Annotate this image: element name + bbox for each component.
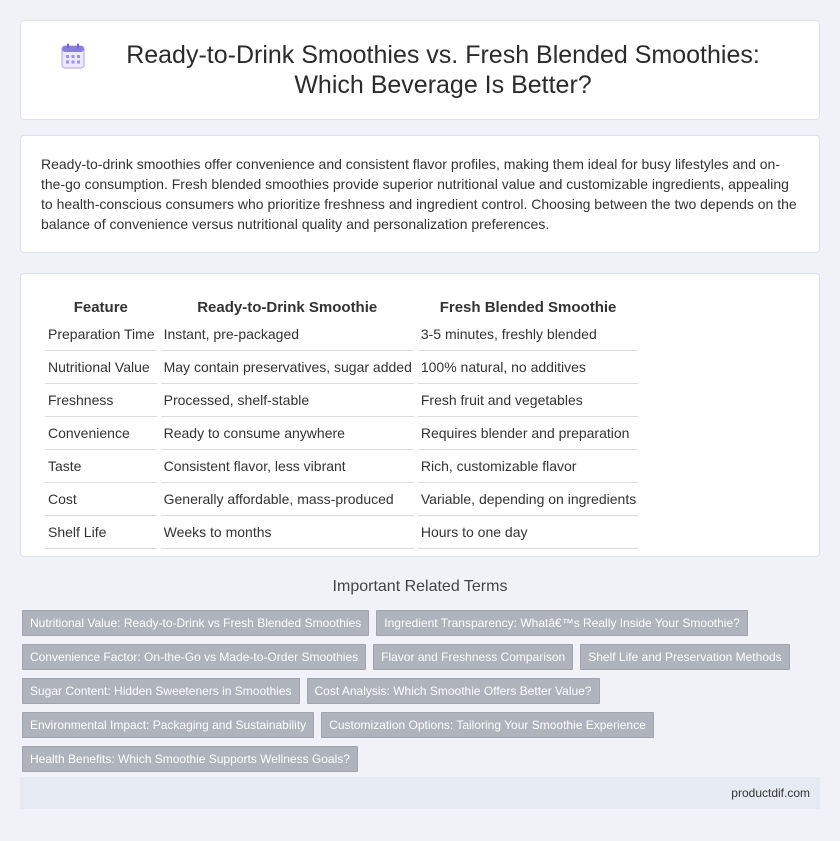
table-cell: Rich, customizable flavor xyxy=(418,452,638,483)
related-term-tag[interactable]: Sugar Content: Hidden Sweeteners in Smoothies xyxy=(22,678,300,704)
table-cell: Ready to consume anywhere xyxy=(161,419,414,450)
page-title: Ready-to-Drink Smoothies vs. Fresh Blended Smoothies: Which Beverage Is Better? xyxy=(126,41,760,99)
intro-card xyxy=(20,135,820,253)
table-cell: Cost xyxy=(45,485,157,516)
related-term-tag[interactable]: Customization Options: Tailoring Your Smoothie Experience xyxy=(321,712,654,738)
related-term-tag[interactable]: Nutritional Value: Ready-to-Drink vs Fresh Blended Smoothies xyxy=(22,610,369,636)
related-term-tag[interactable]: Ingredient Transparency: Whatâ€™s Really Inside Your Smoothie? xyxy=(376,610,748,636)
comparison-table xyxy=(41,294,642,551)
table-row xyxy=(45,320,638,351)
column-header-feature: Feature xyxy=(73,299,128,316)
related-term-tag[interactable]: Cost Analysis: Which Smoothie Offers Better Value? xyxy=(307,678,600,704)
related-term-tag[interactable]: Convenience Factor: On-the-Go vs Made-to-Order Smoothies xyxy=(22,644,366,670)
table-cell: Instant, pre-packaged xyxy=(161,320,414,351)
table-header-row xyxy=(45,296,638,318)
column-header-ready-to-drink: Ready-to-Drink Smoothie xyxy=(197,299,378,316)
table-cell: May contain preservatives, sugar added xyxy=(161,353,414,384)
footer xyxy=(20,777,820,809)
table-cell: Weeks to months xyxy=(161,518,414,549)
related-term-tag[interactable]: Health Benefits: Which Smoothie Supports Wellness Goals? xyxy=(22,746,358,772)
table-row xyxy=(45,518,638,549)
related-term-tag[interactable]: Shelf Life and Preservation Methods xyxy=(580,644,789,670)
footer-site-link[interactable]: productdif.com xyxy=(731,786,810,800)
table-cell: Hours to one day xyxy=(418,518,638,549)
table-cell: Fresh fruit and vegetables xyxy=(418,386,638,417)
table-cell: Convenience xyxy=(45,419,157,450)
calendar-icon xyxy=(61,43,85,69)
table-row xyxy=(45,485,638,516)
intro-paragraph: Ready-to-drink smoothies offer convenience and consistent flavor profiles, making them ideal for busy lifestyles and on-the-go consumption. Fresh blended smoothies provide superior nutritional value and customizable ingredients, appealing to health-conscious consumers who prioritize freshness and ingredient control. Choosing between the two depends on the balance of convenience versus nutritional quality and personalization preferences. xyxy=(41,156,797,232)
comparison-card xyxy=(20,273,820,557)
table-cell: Variable, depending on ingredients xyxy=(418,485,638,516)
related-terms-tags xyxy=(22,610,818,772)
related-terms-heading: Important Related Terms xyxy=(332,578,508,595)
table-cell: Nutritional Value xyxy=(45,353,157,384)
table-cell: Shelf Life xyxy=(45,518,157,549)
related-term-tag[interactable]: Flavor and Freshness Comparison xyxy=(373,644,573,670)
table-cell: Requires blender and preparation xyxy=(418,419,638,450)
related-term-tag[interactable]: Environmental Impact: Packaging and Sustainability xyxy=(22,712,314,738)
table-cell: Freshness xyxy=(45,386,157,417)
table-cell: Taste xyxy=(45,452,157,483)
table-row xyxy=(45,386,638,417)
table-cell: Preparation Time xyxy=(45,320,157,351)
table-cell: Generally affordable, mass-produced xyxy=(161,485,414,516)
table-cell: Consistent flavor, less vibrant xyxy=(161,452,414,483)
table-cell: 3-5 minutes, freshly blended xyxy=(418,320,638,351)
table-row xyxy=(45,353,638,384)
table-cell: 100% natural, no additives xyxy=(418,353,638,384)
table-cell: Processed, shelf-stable xyxy=(161,386,414,417)
title-card xyxy=(20,20,820,120)
table-row xyxy=(45,452,638,483)
table-row xyxy=(45,419,638,450)
column-header-fresh-blended: Fresh Blended Smoothie xyxy=(439,299,617,316)
